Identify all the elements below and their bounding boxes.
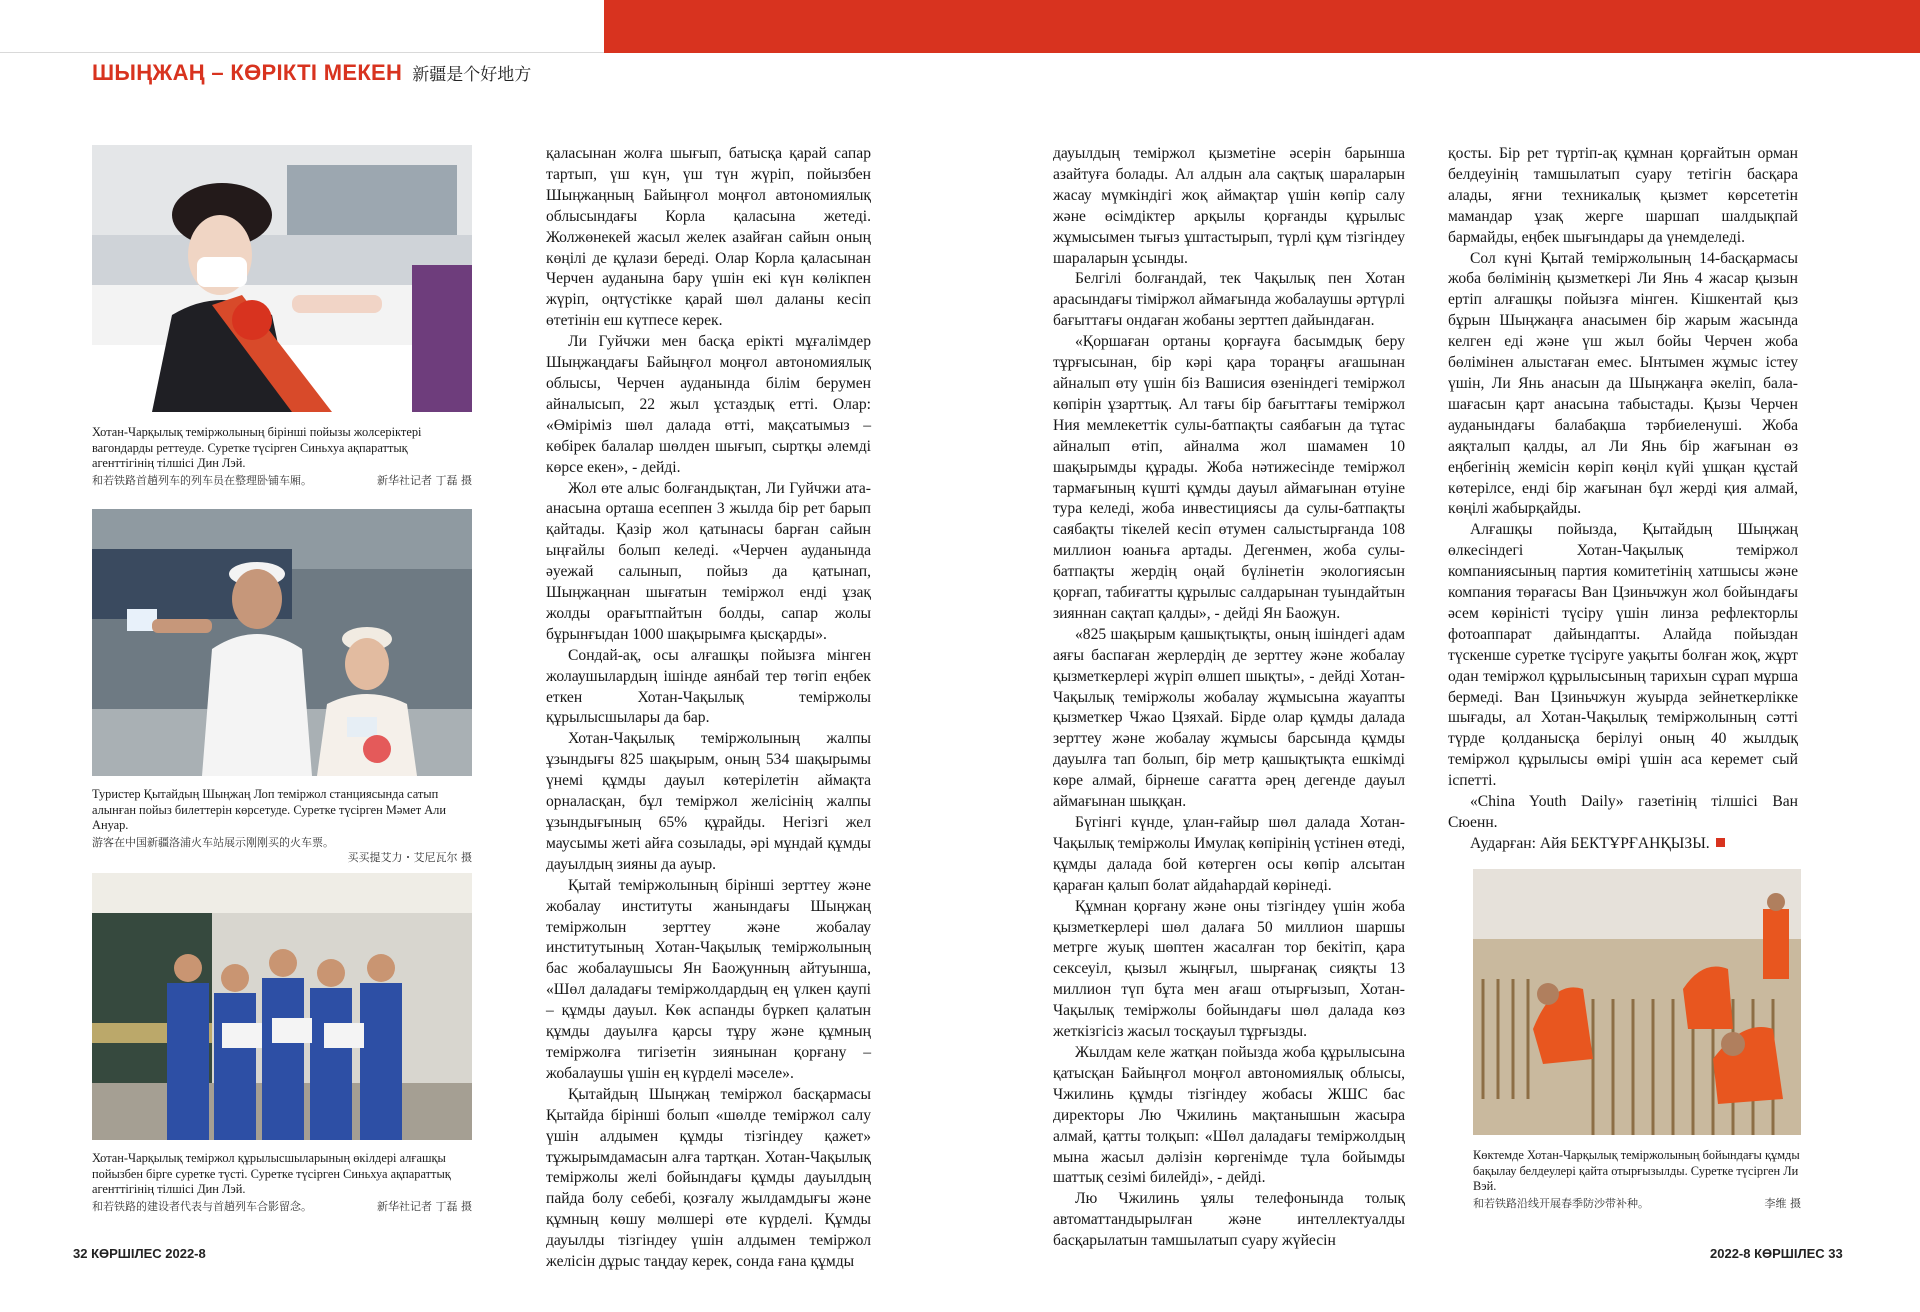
article-column-2 bbox=[1053, 144, 1405, 1250]
article-paragraph: дауылдың теміржол қызметіне әсерін барынша азайтуға болады. Ал алдын ала сақтық шараларын жасау мүмкіндігі жоқ аймақтар үшін көпір салу және өсімдіктер арқылы қорғанды құрылыс жұмысымен тығыз ұштастырып, түрлі құм тізгіндеу шараларын ұсынды. bbox=[1053, 145, 1405, 267]
article-paragraph: Хотан-Чақылық теміржолының жалпы ұзындығы 825 шақырым, оның 534 шақырымы үнемі құмды дауыл көтерілетін аймақта орналасқан, бұл теміржол желісінің жалпы ұзындығының 65% құрайды. Негізгі жел маусымы жеті айға созылады, әрі мұндай құмды дауылдың зияны да ауыр. bbox=[546, 730, 871, 873]
caption-text: Хотан-Чарқылық теміржолының бірінші пойызы жолсеріктері вагондарды реттеуде. Суретке түсірген Синьхуа ақпараттық агенттігінің тілшісі Дин Лэй. bbox=[92, 425, 422, 470]
header-red-band bbox=[604, 0, 1920, 53]
article-paragraph: Қытайдың Шыңжаң теміржол басқармасы Қытайда бірінші болып «шөлде теміржол салу үшін алдымен құмды тізгіндеу қажет» тұжырымдамасын алға тартқан. Хотан-Чақылық теміржолы желі бойындағы құмды дауылдың пайда болу себебі, қозғалу жылдамдығы және құмның көшу мөлшері өте күрделі. Құмды дауылды тізгіндеу үшін алдымен теміржол желісін дұрыс таңдау керек, сонда ғана құмды bbox=[546, 1085, 871, 1271]
caption-credit: 新华社记者 丁磊 摄 bbox=[377, 473, 472, 487]
header-rule bbox=[0, 52, 604, 53]
article-paragraph: Жол өте алыс болғандықтан, Ли Гуйчжи ата-анасына орташа есеппен 3 жылда бір рет барып қайтады. Қазір жол қатынасы барған сайын ыңғайлы болып келеді. «Черчен ауданында әуежай салынып, пойыз да қатынап, Шыңжаңнан шығатын теміржол енді ұзақ жолды орағытпайтын болды, сапар жолы бұрынғыдан 1000 шақырымға қысқарды». bbox=[546, 479, 871, 643]
article-paragraph: Қытай теміржолының бірінші зерттеу және жобалау институты жанындағы Шыңжаң теміржолын зерттеу және жобалау институтының Хотан-Чақылық теміржолының бас жобалаушысы Ян Баоҗунның айтуынша, «Шөл даладағы теміржолдардың ең үлкен қаупі – құмды дауыл. Көк аспанды бүркеп қалатын құмды дауылға қарсы тұру және құмның теміржолға тигізетін зиянынан қорғану – жобалаушы үшін ең күрделі мәселе». bbox=[546, 876, 871, 1082]
article-paragraph: Лю Чжилинь ұялы телефонында толық автоматтандырылған және интеллектуалды басқарылатын тамшылатып суару жүйесін bbox=[1053, 1190, 1405, 1250]
caption-credit: 李维 摄 bbox=[1764, 1196, 1801, 1210]
caption-chinese: 和若铁路首趟列车的列车员在整理卧铺车厢。 bbox=[92, 473, 312, 487]
caption-chinese: 和若铁路沿线开展春季防沙带补种。 bbox=[1473, 1196, 1649, 1210]
caption-credit: 新华社记者 丁磊 摄 bbox=[377, 1199, 472, 1213]
article-paragraph: Сондай-ақ, осы алғашқы пойызға мінген жолаушылардың ішінде аянбай тер төгіп еңбек еткен Хотан-Чақылық теміржолы құрылысшылары да бар. bbox=[546, 646, 871, 727]
footer-right-page-number: 2022-8 КӨРШІЛЕС 33 bbox=[1710, 1246, 1843, 1261]
footer-left-page-number: 32 КӨРШІЛЕС 2022-8 bbox=[73, 1246, 206, 1261]
photo-train-attendant bbox=[92, 145, 472, 412]
caption-credit: 买买提艾力・艾尼瓦尔 摄 bbox=[347, 851, 472, 864]
article-column-1 bbox=[546, 144, 871, 1271]
photo-railway-builders bbox=[92, 873, 472, 1140]
caption-text: Туристер Қытайдың Шыңжаң Лоп теміржол станциясында сатып алынған пойыз билеттерін көрсетуде. Суретке түсірген Мәмет Али Ануар. bbox=[92, 787, 446, 832]
caption-chinese: 和若铁路的建设者代表与首趟列车合影留念。 bbox=[92, 1199, 312, 1213]
end-mark-icon bbox=[1716, 838, 1725, 847]
article-paragraph: Ли Гуйчжи мен басқа ерікті мұғалімдер Шыңжаңдағы Байыңғол моңғол автономиялық облысы, Черчен ауданында білім берумен айналысып, 22 жыл ұстаздық етті. Олар: «Өміріміз шөл далада өтті, мақсатымыз – көбірек балалар шөлден шығып, сыртқы әлемді көрсе екен», - дейді. bbox=[546, 333, 871, 476]
photo-tourists-tickets bbox=[92, 509, 472, 776]
caption-text: Хотан-Чарқылық теміржол құрылысшыларының өкілдері алғашқы пойызбен бірге суретке түсті. Суретке түсірген Синьхуа ақпараттық агенттігінің тілшісі Дин Лэй. bbox=[92, 1151, 451, 1196]
section-subtitle: 新疆是个好地方 bbox=[412, 65, 532, 85]
photo-caption-3 bbox=[92, 1151, 472, 1214]
article-paragraph: қосты. Бір рет түртіп-ақ құмнан қорғайтын орман белдеуінің тамшылатып суару тетігін басқара алады, яғни техникалық қызмет көрсететін мамандар ұзақ жерге шаршап шалдықпай бармайды, еңбек шығындары да үнемделеді. bbox=[1448, 145, 1798, 246]
article-paragraph: Алғашқы пойызда, Қытайдың Шыңжаң өлкесіндегі Хотан-Чақылық теміржол компаниясының партия комитетінің хатшысы және компания төрағасы Ван Цзиньчжун жол бойындағы әсем көріністі түсіру үшін линза рефлекторлы фотоаппарат дайындапты. Алайда пойыздан түскенше суретке түсіруге уақыты болған жоқ, жұрт одан теміржол құрылысының тарихын сұрап мұрша бермеді. Ван Цзиньчжун жуырда зейнеткерлікке шығады, ал Хотан-Чақылық теміржолының сәтті түрде қолданысқа берілуі оның 40 жылдық теміржол құрылысы өмірі үшін аса керемет сый іспетті. bbox=[1448, 521, 1798, 790]
photo-caption-2 bbox=[92, 787, 472, 866]
translator-line bbox=[1448, 834, 1798, 855]
article-paragraph: «Қоршаған ортаны қорғауға басымдық беру тұрғысынан, бір кәрі қара тораңғы ағашынан айналып өту үшін біз Вашисия өзеніндегі теміржол көпірін ұзарттық. Ал тағы бір бағыттағы теміржол Ния мемлекеттік сулы-батпақты саябағын да тұтас айналып өтіп, айналма жол шамамен 10 шақырымды құрады. Жоба нәтижесінде теміржол тармағының күшті құмды дауыл аймағынан өтуіне тура келеді, жоба инвестициясы да сулы-батпақты саябақты тікелей кесіп өтумен салыстырғанда 108 миллион юаньға артады. Дегенмен, жоба сулы-батпақты жердің оңай бүлінетін экологиясын қорғап, табиғатты құрылыс салдарынан туындайтын зияннан сақтап қалды», - дейді Ян Баоҗун. bbox=[1053, 333, 1405, 622]
article-paragraph: «825 шақырым қашықтықты, оның ішіндегі адам аяғы баспаған жерлердің де зерттеу және жобалау қызметкерлері жүріп өлшеп шықты», - дейді Хотан-Чақылық теміржолы жобалау жұмысына жауапты қызметкер Чжао Цзяхай. Бірде олар құмды далада зерттеу және жобалау жұмысы барсында құмды дауылға тап болып, бір метр қашықтықта ешкімді көре алмай, бірнеше сағатта әрең дегенде дауыл аймағынан шыққан. bbox=[1053, 625, 1405, 811]
article-paragraph: Сол күні Қытай теміржолының 14-басқармасы жоба бөлімінің қызметкері Ли Янь 4 жасар қызын ертіп алғашқы пойызға мінген. Кішкентай қыз бұрын Шыңжаңға анасымен бір жарым жасында келген еді және үш жыл бойы Черчен жоба бөлімінен алыстаған емес. Ынтымен жұмыс істеу үшін, Ли Янь анасын да Шыңжаңға әкеліп, бала-шағасын қарт анасына табыстады. Қызы Черчен ауданындағы балабақша тәрбиеленуші. Жоба аяқталып қалды, ал Ли Янь бір жағынан өз еңбегінің жемісін көріп көңіл күйі ұшқан құстай көтерілсе, енді бір жағынан бұл жерді қия алмай, көңілі жабырқайды. bbox=[1448, 249, 1798, 518]
article-column-3 bbox=[1448, 144, 1798, 852]
caption-text: Көктемде Хотан-Чарқылық теміржолының бойындағы құмды бақылау белдеулері қайта отырғызылды. Суретке түсірген Ли Вэй. bbox=[1473, 1148, 1800, 1193]
photo-sand-control-workers bbox=[1473, 869, 1801, 1135]
article-paragraph: «China Youth Daily» газетінің тілшісі Ван Сюенн. bbox=[1448, 793, 1798, 831]
section-header bbox=[92, 60, 531, 90]
translator-text: Аударған: Айя БЕКТҰРҒАНҚЫЗЫ. bbox=[1470, 834, 1710, 852]
caption-chinese: 游客在中国新疆洛浦火车站展示刚刚买的火车票。 bbox=[92, 835, 334, 849]
article-paragraph: Белгілі болғандай, тек Чақылық пен Хотан арасындағы тіміржол аймағында жобалаушы әртүрлі бағыттағы ондаған жобаны зерттеп дайындаған. bbox=[1053, 270, 1405, 330]
article-paragraph: қаласынан жолға шығып, батысқа қарай сапар тартып, үш күн, үш түн жүріп, пойызбен Шыңжаңның Байыңғол моңғол автономиялық облысындағы Корла қаласына жетеді. Жолжөнекей жасыл желек азайған сайын оның көңілі де құлази береді. Олар Корла қаласынан Черчен ауданына бару үшін екі күн көлікпен жүріп, оңтүстікке қарай шөл даланы кесіп өтетінін еш күтпесе керек. bbox=[546, 145, 871, 330]
article-paragraph: Бүгінгі күнде, ұлан-ғайыр шөл далада Хотан-Чақылық теміржолы Имулақ көпірінің үстінен өтеді, құмды далада бой көтерген осы көпір алсытан қараған қалып болат айдаһардай көрінеді. bbox=[1053, 814, 1405, 894]
article-paragraph: Құмнан қорғану және оны тізгіндеу үшін жоба қызметкерлері шөл далаға 50 миллион шаршы метрге жуық шөптен жасалған тор бекітіп, қара сексеуіл, қызыл жыңғыл, шырғанақ сияқты 13 миллион түп бұта мен ағаш отырғызып, Хотан-Чақылық теміржолы бойындағы шөл далада көз жеткізгісіз жасыл тосқауыл тұрғызды. bbox=[1053, 897, 1405, 1041]
article-paragraph: Жылдам келе жатқан пойызда жоба құрылысына қатысқан Байыңғол моңғол автономиялық облысы, Чжилинь құмды тізгіндеу жобасы ЖШС бас директоры Лю Чжилинь мақтанышын жасыра алмай, қатты толқып: «Шөл даладағы теміржолдың мына жасыл дәлізін көргенімде тұла бойымды шаттық сезімі билейді», - дейді. bbox=[1053, 1043, 1405, 1187]
photo-caption-1 bbox=[92, 425, 472, 488]
photo-caption-4 bbox=[1473, 1148, 1801, 1211]
section-title: ШЫҢЖАҢ – КӨРІКТІ МЕКЕН bbox=[92, 60, 403, 85]
